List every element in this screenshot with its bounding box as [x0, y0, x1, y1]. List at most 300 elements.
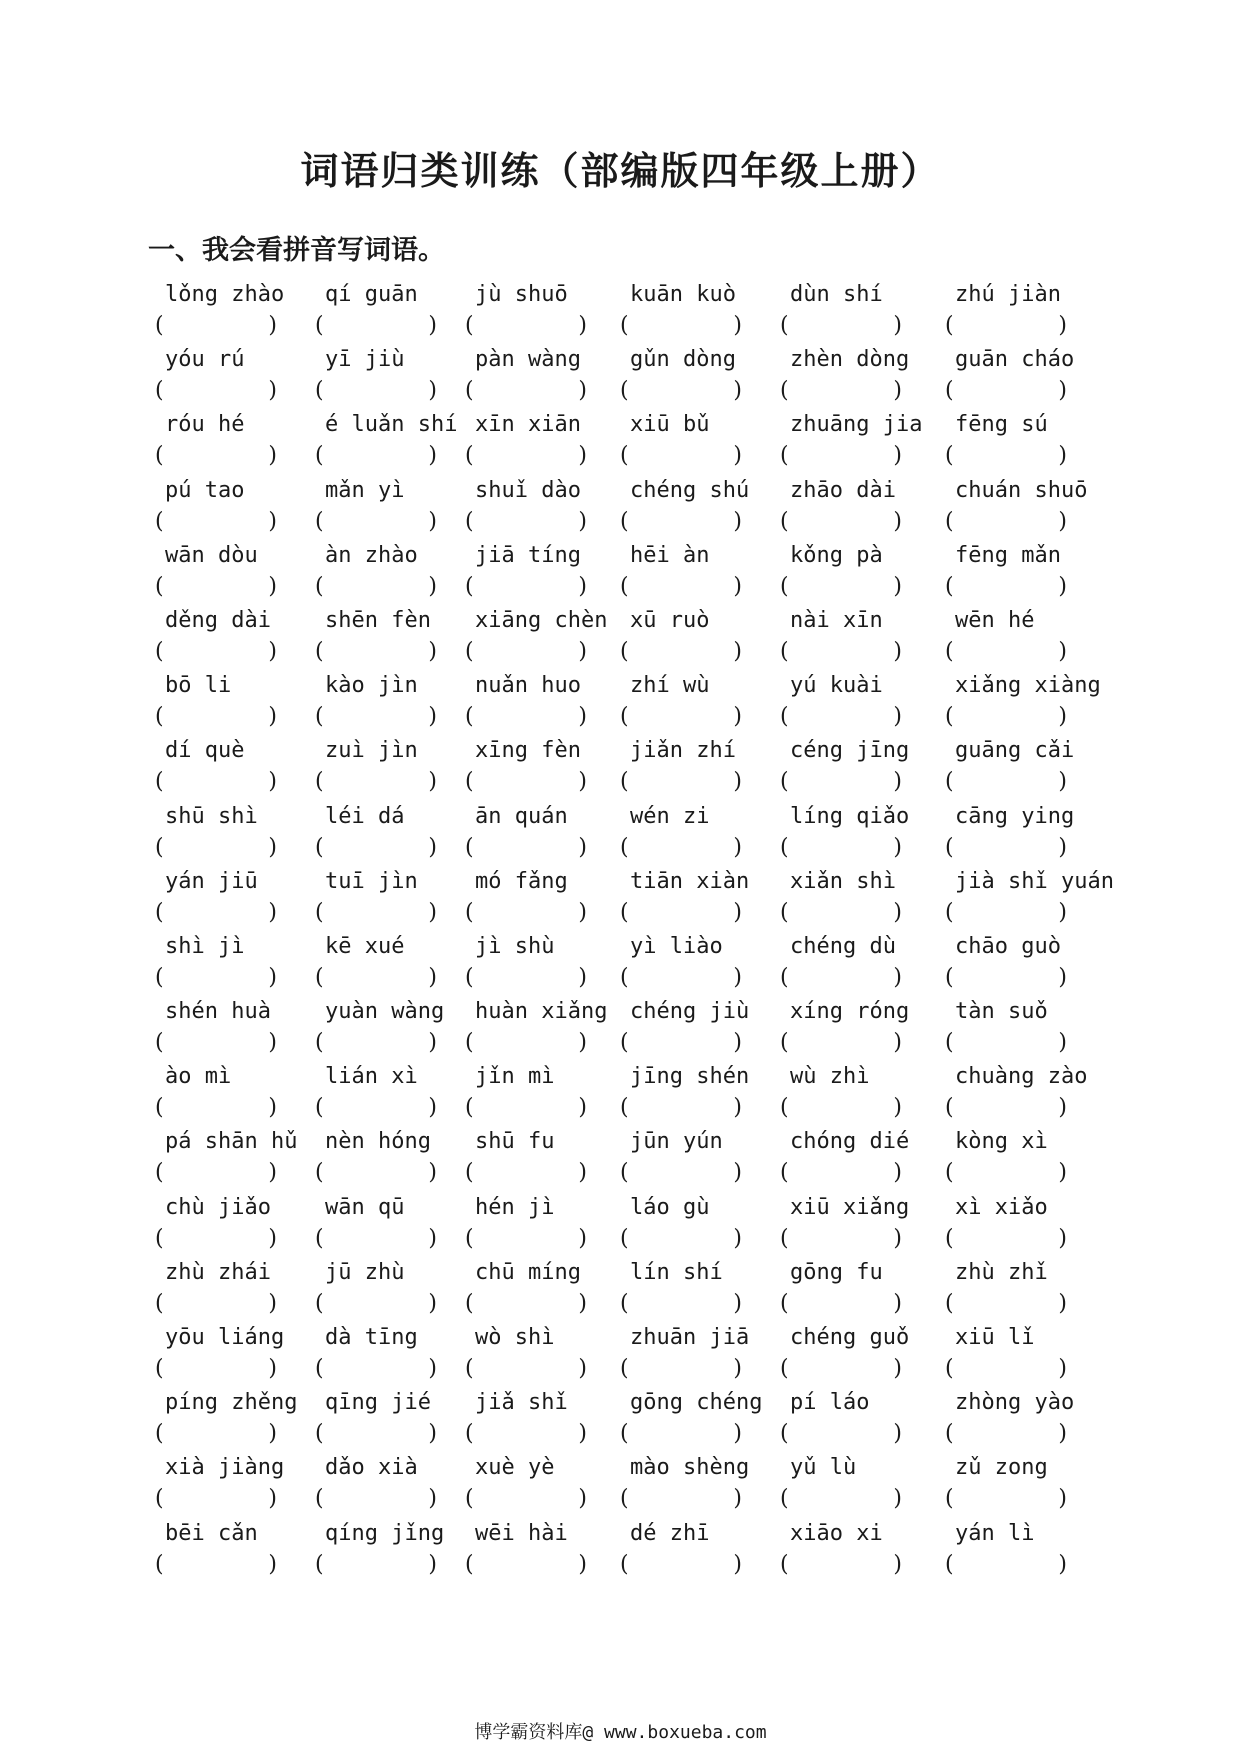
word-row	[155, 1455, 1095, 1520]
answer-blank[interactable]	[155, 965, 277, 993]
answer-blank[interactable]	[315, 704, 437, 732]
answer-blank[interactable]	[315, 639, 437, 667]
pinyin-text: jǐn mì	[475, 1064, 555, 1090]
word-row	[155, 347, 1095, 412]
answer-blank[interactable]	[945, 900, 1067, 928]
answer-blank[interactable]	[155, 769, 277, 797]
answer-blank[interactable]	[620, 965, 742, 993]
pinyin-text: xīn xiān	[475, 412, 581, 438]
answer-blank[interactable]	[945, 509, 1067, 537]
bracket-close: )	[733, 1290, 742, 1316]
bracket-open: (	[465, 834, 474, 860]
bracket-close: )	[893, 834, 902, 860]
word-row	[155, 738, 1095, 803]
answer-blank[interactable]	[465, 378, 587, 406]
answer-blank[interactable]	[465, 1291, 587, 1319]
answer-blank[interactable]	[155, 639, 277, 667]
pinyin-text: yōu liáng	[165, 1325, 285, 1350]
answer-blank[interactable]	[315, 769, 437, 797]
bracket-open: (	[945, 704, 954, 730]
answer-blank[interactable]	[945, 313, 1067, 341]
bracket-open: (	[620, 1095, 629, 1121]
bracket-open: (	[155, 1095, 164, 1121]
answer-blank[interactable]	[315, 378, 437, 406]
pinyin-text: kǒng pà	[790, 542, 883, 568]
answer-blank[interactable]	[620, 835, 742, 863]
bracket-open: (	[465, 1356, 474, 1381]
bracket-open: (	[465, 638, 474, 664]
answer-blank[interactable]	[155, 313, 277, 341]
bracket-open: (	[465, 1030, 474, 1056]
bracket-close: )	[268, 1356, 277, 1381]
answer-blank[interactable]	[780, 1160, 902, 1188]
answer-blank[interactable]	[945, 1226, 1067, 1254]
pinyin-text: lǒng zhào	[165, 282, 285, 307]
pinyin-text: wén zi	[630, 803, 710, 829]
answer-blank[interactable]	[315, 835, 437, 863]
bracket-close: )	[893, 1160, 902, 1186]
pinyin-text: mào shèng	[630, 1455, 750, 1481]
answer-blank[interactable]	[315, 443, 437, 471]
answer-blank[interactable]	[780, 769, 902, 797]
answer-blank[interactable]	[780, 639, 902, 667]
answer-blank[interactable]	[155, 1356, 277, 1384]
bracket-open: (	[945, 313, 954, 338]
answer-blank[interactable]	[315, 1552, 437, 1580]
bracket-close: )	[428, 1160, 437, 1186]
pinyin-text: wēi hài	[475, 1520, 568, 1546]
bracket-close: )	[268, 313, 277, 338]
bracket-open: (	[465, 1160, 474, 1186]
bracket-open: (	[315, 899, 324, 925]
bracket-open: (	[465, 899, 474, 925]
bracket-open: (	[620, 964, 629, 990]
answer-blank[interactable]	[155, 509, 277, 537]
bracket-open: (	[155, 378, 164, 404]
answer-blank[interactable]	[945, 965, 1067, 993]
bracket-open: (	[780, 1421, 789, 1447]
bracket-open: (	[780, 1160, 789, 1186]
bracket-close: )	[578, 1290, 587, 1316]
bracket-open: (	[155, 1290, 164, 1316]
pinyin-text: tuī jìn	[325, 868, 418, 894]
answer-blank[interactable]	[620, 509, 742, 537]
bracket-open: (	[620, 638, 629, 664]
pinyin-text: shū fu	[475, 1129, 555, 1155]
answer-blank[interactable]	[945, 769, 1067, 797]
bracket-close: )	[428, 964, 437, 990]
bracket-close: )	[578, 508, 587, 534]
answer-blank[interactable]	[945, 1030, 1067, 1058]
bracket-close: )	[428, 834, 437, 860]
answer-blank[interactable]	[780, 313, 902, 341]
bracket-close: )	[733, 1551, 742, 1577]
answer-blank[interactable]	[465, 704, 587, 732]
bracket-close: )	[268, 1030, 277, 1056]
answer-blank[interactable]	[945, 574, 1067, 602]
bracket-open: (	[945, 899, 954, 925]
answer-blank[interactable]	[155, 574, 277, 602]
pinyin-text: jiǎ shǐ	[475, 1390, 568, 1416]
pinyin-text: zhú jiàn	[955, 282, 1061, 307]
answer-blank[interactable]	[465, 1486, 587, 1514]
answer-blank[interactable]	[155, 1226, 277, 1254]
answer-blank[interactable]	[155, 378, 277, 406]
bracket-open: (	[620, 1356, 629, 1381]
answer-blank[interactable]	[945, 1486, 1067, 1514]
bracket-close: )	[268, 508, 277, 534]
answer-blank[interactable]	[945, 1095, 1067, 1123]
bracket-close: )	[733, 1486, 742, 1512]
bracket-open: (	[155, 508, 164, 534]
bracket-close: )	[893, 443, 902, 469]
pinyin-text: wān qū	[325, 1194, 405, 1220]
answer-blank[interactable]	[315, 1291, 437, 1319]
answer-blank[interactable]	[465, 1030, 587, 1058]
word-row	[155, 1195, 1095, 1260]
answer-blank[interactable]	[315, 313, 437, 341]
pinyin-text: shū shì	[165, 803, 258, 829]
bracket-open: (	[465, 704, 474, 730]
answer-blank[interactable]	[780, 509, 902, 537]
word-row	[155, 934, 1095, 999]
word-row	[155, 1064, 1095, 1129]
answer-blank[interactable]	[620, 639, 742, 667]
bracket-close: )	[428, 1421, 437, 1447]
answer-blank[interactable]	[620, 900, 742, 928]
pinyin-text: fēng mǎn	[955, 542, 1061, 568]
bracket-open: (	[780, 1486, 789, 1512]
answer-blank[interactable]	[155, 1160, 277, 1188]
answer-blank[interactable]	[315, 965, 437, 993]
answer-blank[interactable]	[155, 1030, 277, 1058]
bracket-close: )	[1058, 1486, 1067, 1512]
answer-blank[interactable]	[155, 900, 277, 928]
bracket-close: )	[578, 704, 587, 730]
answer-blank[interactable]	[465, 900, 587, 928]
word-row	[155, 804, 1095, 869]
bracket-open: (	[315, 964, 324, 990]
answer-blank[interactable]	[465, 1552, 587, 1580]
answer-blank[interactable]	[155, 1552, 277, 1580]
answer-blank[interactable]	[155, 1291, 277, 1319]
answer-blank[interactable]	[315, 1356, 437, 1384]
bracket-close: )	[1058, 378, 1067, 404]
bracket-close: )	[578, 313, 587, 338]
answer-blank[interactable]	[155, 835, 277, 863]
answer-blank[interactable]	[465, 639, 587, 667]
bracket-open: (	[620, 573, 629, 599]
answer-blank[interactable]	[315, 509, 437, 537]
answer-blank[interactable]	[780, 704, 902, 732]
answer-blank[interactable]	[620, 1552, 742, 1580]
pinyin-text: wù zhì	[790, 1064, 870, 1090]
bracket-open: (	[620, 1290, 629, 1316]
answer-blank[interactable]	[945, 1356, 1067, 1384]
answer-blank[interactable]	[780, 1486, 902, 1514]
answer-blank[interactable]	[155, 1421, 277, 1449]
pinyin-text: gǔn dòng	[630, 347, 736, 373]
word-row	[155, 282, 1095, 347]
bracket-close: )	[893, 508, 902, 534]
bracket-close: )	[1058, 1160, 1067, 1186]
answer-blank[interactable]	[780, 1095, 902, 1123]
pinyin-text: dé zhī	[630, 1520, 710, 1546]
bracket-open: (	[315, 1160, 324, 1186]
bracket-open: (	[155, 1160, 164, 1186]
bracket-open: (	[155, 638, 164, 664]
bracket-close: )	[733, 1160, 742, 1186]
word-row	[155, 1129, 1095, 1194]
answer-blank[interactable]	[620, 1030, 742, 1058]
bracket-open: (	[780, 443, 789, 469]
answer-blank[interactable]	[945, 378, 1067, 406]
answer-blank[interactable]	[945, 1291, 1067, 1319]
bracket-close: )	[733, 508, 742, 534]
pinyin-text: zǔ zong	[955, 1455, 1048, 1481]
answer-blank[interactable]	[465, 574, 587, 602]
answer-blank[interactable]	[780, 1226, 902, 1254]
pinyin-text: guāng cǎi	[955, 738, 1075, 764]
answer-blank[interactable]	[155, 704, 277, 732]
answer-blank[interactable]	[620, 574, 742, 602]
answer-blank[interactable]	[620, 1486, 742, 1514]
pinyin-text: pú tao	[165, 477, 245, 503]
bracket-close: )	[578, 1030, 587, 1056]
pinyin-text: zhèn dòng	[790, 347, 910, 373]
pinyin-text: zhuān jiā	[630, 1325, 750, 1350]
bracket-open: (	[620, 1486, 629, 1512]
answer-blank[interactable]	[780, 378, 902, 406]
bracket-close: )	[578, 1160, 587, 1186]
answer-blank[interactable]	[315, 1160, 437, 1188]
bracket-open: (	[780, 899, 789, 925]
pinyin-text: léi dá	[325, 803, 405, 829]
answer-blank[interactable]	[620, 1421, 742, 1449]
bracket-close: )	[893, 1486, 902, 1512]
answer-blank[interactable]	[620, 704, 742, 732]
bracket-close: )	[428, 899, 437, 925]
answer-blank[interactable]	[780, 900, 902, 928]
answer-blank[interactable]	[945, 1160, 1067, 1188]
answer-blank[interactable]	[465, 1356, 587, 1384]
answer-blank[interactable]	[945, 1421, 1067, 1449]
bracket-open: (	[620, 313, 629, 338]
answer-blank[interactable]	[780, 965, 902, 993]
answer-blank[interactable]	[155, 1486, 277, 1514]
bracket-open: (	[620, 834, 629, 860]
answer-blank[interactable]	[465, 1095, 587, 1123]
bracket-open: (	[945, 1290, 954, 1316]
pinyin-text: zhāo dài	[790, 477, 896, 503]
answer-blank[interactable]	[780, 835, 902, 863]
bracket-open: (	[780, 573, 789, 599]
bracket-open: (	[315, 704, 324, 730]
answer-blank[interactable]	[780, 1421, 902, 1449]
answer-blank[interactable]	[315, 1421, 437, 1449]
answer-blank[interactable]	[315, 1095, 437, 1123]
bracket-open: (	[465, 1095, 474, 1121]
bracket-open: (	[155, 443, 164, 469]
answer-blank[interactable]	[315, 1226, 437, 1254]
pinyin-text: líng qiǎo	[790, 803, 910, 829]
pinyin-text: chuán shuō	[955, 477, 1088, 503]
bracket-close: )	[268, 964, 277, 990]
answer-blank[interactable]	[465, 313, 587, 341]
section-heading: 一、我会看拼音写词语。	[148, 235, 445, 266]
bracket-open: (	[945, 508, 954, 534]
answer-blank[interactable]	[945, 1552, 1067, 1580]
word-row	[155, 1521, 1095, 1586]
answer-blank[interactable]	[620, 1226, 742, 1254]
bracket-open: (	[155, 899, 164, 925]
bracket-close: )	[578, 769, 587, 795]
answer-blank[interactable]	[780, 574, 902, 602]
pinyin-text: zhù zhái	[165, 1259, 271, 1285]
bracket-close: )	[1058, 769, 1067, 795]
bracket-open: (	[315, 443, 324, 469]
answer-blank[interactable]	[620, 1095, 742, 1123]
answer-blank[interactable]	[780, 1356, 902, 1384]
pinyin-text: ào mì	[165, 1064, 232, 1090]
pinyin-text: nuǎn huo	[475, 673, 581, 699]
answer-blank[interactable]	[780, 1291, 902, 1319]
bracket-close: )	[733, 899, 742, 925]
pinyin-text: jiā tíng	[475, 542, 581, 568]
answer-blank[interactable]	[620, 378, 742, 406]
word-row	[155, 673, 1101, 738]
bracket-open: (	[465, 1225, 474, 1251]
bracket-open: (	[620, 899, 629, 925]
answer-blank[interactable]	[465, 509, 587, 537]
pinyin-text: jù shuō	[475, 282, 568, 307]
bracket-close: )	[893, 638, 902, 664]
pinyin-text: shén huà	[165, 999, 271, 1025]
pinyin-text: shì jì	[165, 933, 245, 959]
bracket-open: (	[465, 769, 474, 795]
answer-blank[interactable]	[315, 1486, 437, 1514]
pinyin-text: mǎn yì	[325, 477, 405, 503]
pinyin-text: qīng jié	[325, 1390, 431, 1416]
bracket-open: (	[780, 313, 789, 338]
answer-blank[interactable]	[465, 1421, 587, 1449]
answer-blank[interactable]	[465, 965, 587, 993]
pinyin-text: zhù zhǐ	[955, 1259, 1048, 1285]
bracket-close: )	[893, 1421, 902, 1447]
bracket-close: )	[578, 899, 587, 925]
bracket-open: (	[155, 1486, 164, 1512]
bracket-close: )	[1058, 704, 1067, 730]
pinyin-text: wò shì	[475, 1325, 555, 1350]
pinyin-text: chéng guǒ	[790, 1325, 910, 1350]
answer-blank[interactable]	[780, 443, 902, 471]
bracket-open: (	[465, 1551, 474, 1577]
bracket-open: (	[315, 1290, 324, 1316]
answer-blank[interactable]	[620, 443, 742, 471]
bracket-close: )	[578, 573, 587, 599]
pinyin-text: kòng xì	[955, 1129, 1048, 1155]
answer-blank[interactable]	[945, 443, 1067, 471]
bracket-close: )	[578, 443, 587, 469]
bracket-close: )	[733, 443, 742, 469]
answer-blank[interactable]	[620, 1356, 742, 1384]
answer-blank[interactable]	[945, 835, 1067, 863]
answer-blank[interactable]	[155, 1095, 277, 1123]
pinyin-text: kē xué	[325, 933, 405, 959]
bracket-close: )	[268, 1225, 277, 1251]
bracket-open: (	[780, 378, 789, 404]
bracket-open: (	[620, 443, 629, 469]
bracket-close: )	[268, 899, 277, 925]
pinyin-text: chuàng zào	[955, 1064, 1088, 1090]
answer-blank[interactable]	[465, 1160, 587, 1188]
answer-blank[interactable]	[620, 769, 742, 797]
answer-blank[interactable]	[945, 704, 1067, 732]
bracket-close: )	[578, 964, 587, 990]
bracket-open: (	[315, 834, 324, 860]
bracket-open: (	[945, 769, 954, 795]
word-row	[155, 1260, 1095, 1325]
pinyin-text: wān dòu	[165, 542, 258, 568]
pinyin-text: hén jì	[475, 1194, 555, 1220]
bracket-open: (	[780, 1551, 789, 1577]
bracket-close: )	[268, 834, 277, 860]
pinyin-text: chéng shú	[630, 477, 750, 503]
answer-blank[interactable]	[465, 835, 587, 863]
answer-blank[interactable]	[315, 900, 437, 928]
pinyin-text: yuàn wàng	[325, 999, 445, 1025]
answer-blank[interactable]	[315, 1030, 437, 1058]
answer-blank[interactable]	[465, 1226, 587, 1254]
bracket-open: (	[945, 1095, 954, 1121]
word-row	[155, 868, 1114, 934]
bracket-close: )	[733, 638, 742, 664]
pinyin-text: xià jiàng	[165, 1455, 285, 1481]
answer-blank[interactable]	[620, 1160, 742, 1188]
bracket-close: )	[1058, 899, 1067, 925]
pinyin-text: jiǎn zhí	[630, 738, 736, 764]
bracket-open: (	[945, 1356, 954, 1381]
bracket-close: )	[893, 378, 902, 404]
pinyin-text: qí guān	[325, 282, 418, 307]
bracket-open: (	[315, 1486, 324, 1512]
bracket-close: )	[893, 1290, 902, 1316]
answer-blank[interactable]	[315, 574, 437, 602]
bracket-close: )	[1058, 1225, 1067, 1251]
answer-blank[interactable]	[945, 639, 1067, 667]
bracket-close: )	[1058, 508, 1067, 534]
bracket-open: (	[315, 1225, 324, 1251]
bracket-close: )	[268, 1551, 277, 1577]
bracket-open: (	[945, 378, 954, 404]
answer-blank[interactable]	[465, 443, 587, 471]
answer-blank[interactable]	[780, 1552, 902, 1580]
answer-blank[interactable]	[465, 769, 587, 797]
answer-blank[interactable]	[620, 1291, 742, 1319]
pinyin-text: xì xiǎo	[955, 1194, 1048, 1220]
answer-blank[interactable]	[620, 313, 742, 341]
bracket-close: )	[733, 1225, 742, 1251]
answer-blank[interactable]	[155, 443, 277, 471]
pinyin-text: xiǎn shì	[790, 868, 896, 894]
answer-blank[interactable]	[780, 1030, 902, 1058]
bracket-close: )	[428, 1290, 437, 1316]
pinyin-text: kào jìn	[325, 673, 418, 699]
bracket-open: (	[155, 1356, 164, 1381]
bracket-close: )	[268, 443, 277, 469]
pinyin-text: shuǐ dào	[475, 477, 581, 503]
pinyin-text: bō li	[165, 673, 232, 699]
